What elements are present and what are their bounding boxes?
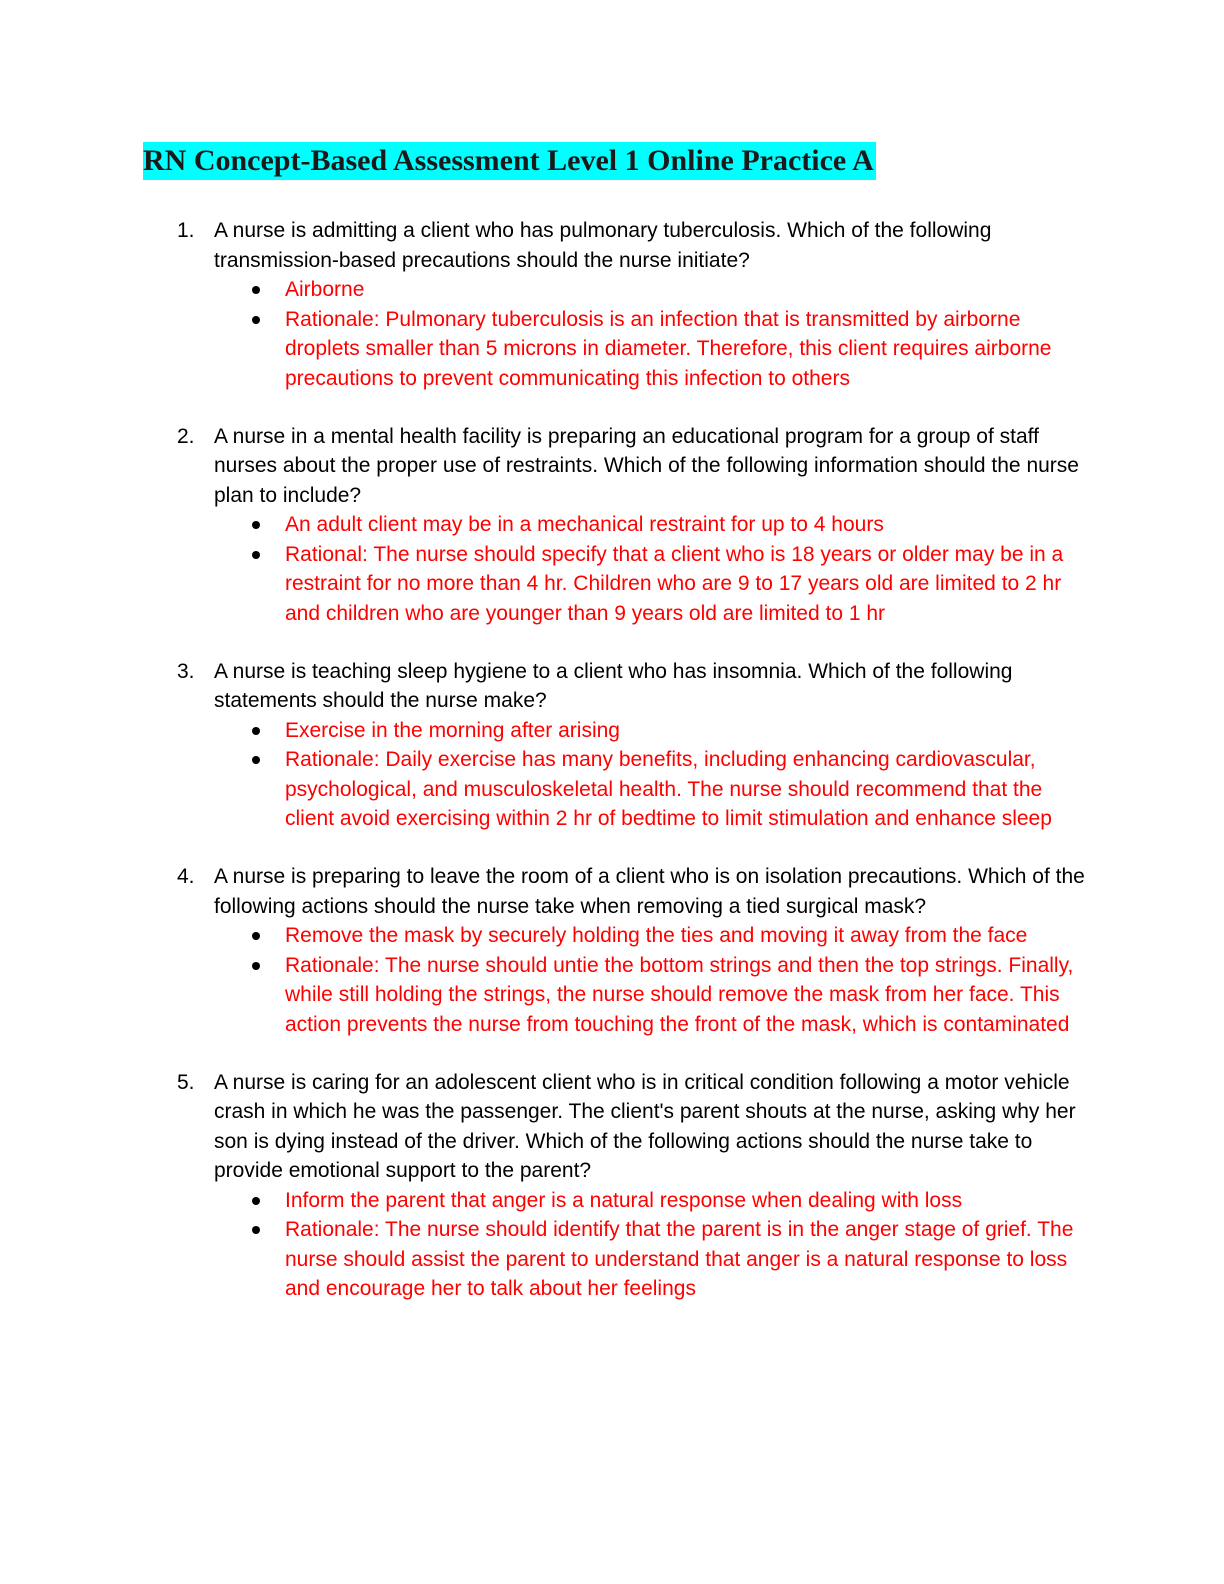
rationale-text: Rationale: The nurse should untie the bottom strings and then the top strings. Finally, while still holding the strings, the nurse should remove the mask from her face. This action prevents the nurse from touching the front of the mask, which is contaminated bbox=[285, 953, 1074, 1036]
answer-text: Exercise in the morning after arising bbox=[285, 718, 620, 742]
question-number: 3. bbox=[177, 659, 195, 683]
document-title: RN Concept-Based Assessment Level 1 Online Practice A bbox=[143, 142, 876, 180]
answer-list bbox=[214, 716, 1094, 834]
bullet-icon bbox=[252, 316, 260, 324]
bullet-icon bbox=[252, 1226, 260, 1234]
rationale-text: Rationale: Pulmonary tuberculosis is an infection that is transmitted by airborne droplets smaller than 5 microns in diameter. Therefore, this client requires airborne precautions to prevent communicating this infection to others bbox=[285, 307, 1052, 390]
question-list bbox=[177, 216, 1094, 1332]
question-text: A nurse is teaching sleep hygiene to a client who has insomnia. Which of the following statements should the nurse make? bbox=[214, 659, 1013, 712]
answer-text: Inform the parent that anger is a natural response when dealing with loss bbox=[285, 1188, 963, 1212]
question-item bbox=[177, 1068, 1094, 1304]
answer-text: Remove the mask by securely holding the ties and moving it away from the face bbox=[285, 924, 1028, 947]
question-item bbox=[177, 216, 1094, 393]
question-number: 2. bbox=[177, 424, 195, 448]
bullet-icon bbox=[252, 756, 260, 764]
question-number: 5. bbox=[177, 1070, 195, 1094]
question-item bbox=[177, 422, 1094, 629]
title-block bbox=[143, 142, 876, 180]
answer-list bbox=[214, 275, 1094, 393]
bullet-icon bbox=[252, 1197, 260, 1205]
question-text: A nurse is admitting a client who has pulmonary tuberculosis. Which of the following transmission-based precautions should the nurse initiate? bbox=[214, 219, 992, 272]
answer-text: An adult client may be in a mechanical restraint for up to 4 hours bbox=[285, 513, 884, 536]
question-text: A nurse in a mental health facility is preparing an educational program for a group of staff nurses about the proper use of restraints. Which of the following information should the nurse plan to include? bbox=[214, 424, 1079, 507]
answer-item bbox=[285, 275, 1094, 305]
answer-list bbox=[214, 921, 1094, 1039]
rationale-item bbox=[285, 1215, 1094, 1304]
bullet-icon bbox=[252, 932, 260, 940]
answer-item bbox=[285, 716, 1094, 746]
rationale-item bbox=[285, 951, 1094, 1040]
answer-list bbox=[214, 510, 1094, 628]
bullet-icon bbox=[252, 286, 260, 294]
answer-item bbox=[285, 1186, 1094, 1216]
answer-item bbox=[285, 921, 1094, 951]
question-text: A nurse is preparing to leave the room of a client who is on isolation precautions. Which of the following actions should the nurse take when removing a tied surgical mask? bbox=[214, 865, 1085, 918]
answer-text: Airborne bbox=[285, 278, 365, 301]
rationale-text: Rational: The nurse should specify that a client who is 18 years or older may be in a restraint for no more than 4 hr. Children who are 9 to 17 years old are limited to 2 hr and children who are younger than 9 years old are limited to 1 hr bbox=[285, 542, 1064, 625]
question-number: 4. bbox=[177, 865, 195, 888]
rationale-text: Rationale: The nurse should identify that the parent is in the anger stage of grief. The nurse should assist the parent to understand that anger is a natural response to loss and encourage her to talk about her feelings bbox=[285, 1218, 1074, 1300]
rationale-item bbox=[285, 745, 1094, 834]
rationale-item bbox=[285, 540, 1094, 629]
rationale-item bbox=[285, 305, 1094, 394]
rationale-text: Rationale: Daily exercise has many benefits, including enhancing cardiovascular, psychological, and musculoskeletal health. The nurse should recommend that the client avoid exercising within 2 hr of bedtime to limit stimulation and enhance sleep bbox=[285, 748, 1052, 830]
bullet-icon bbox=[252, 962, 260, 970]
bullet-icon bbox=[252, 727, 260, 735]
answer-list bbox=[214, 1186, 1094, 1304]
question-item bbox=[177, 862, 1094, 1039]
bullet-icon bbox=[252, 551, 260, 559]
bullet-icon bbox=[252, 521, 260, 529]
question-text: A nurse is caring for an adolescent client who is in critical condition following a motor vehicle crash in which he was the passenger. The client's parent shouts at the nurse, asking why her son is dying instead of the driver. Which of the following actions should the nurse take to provide emotional support to the parent? bbox=[214, 1070, 1076, 1182]
answer-item bbox=[285, 510, 1094, 540]
question-item bbox=[177, 657, 1094, 834]
question-number: 1. bbox=[177, 219, 195, 242]
